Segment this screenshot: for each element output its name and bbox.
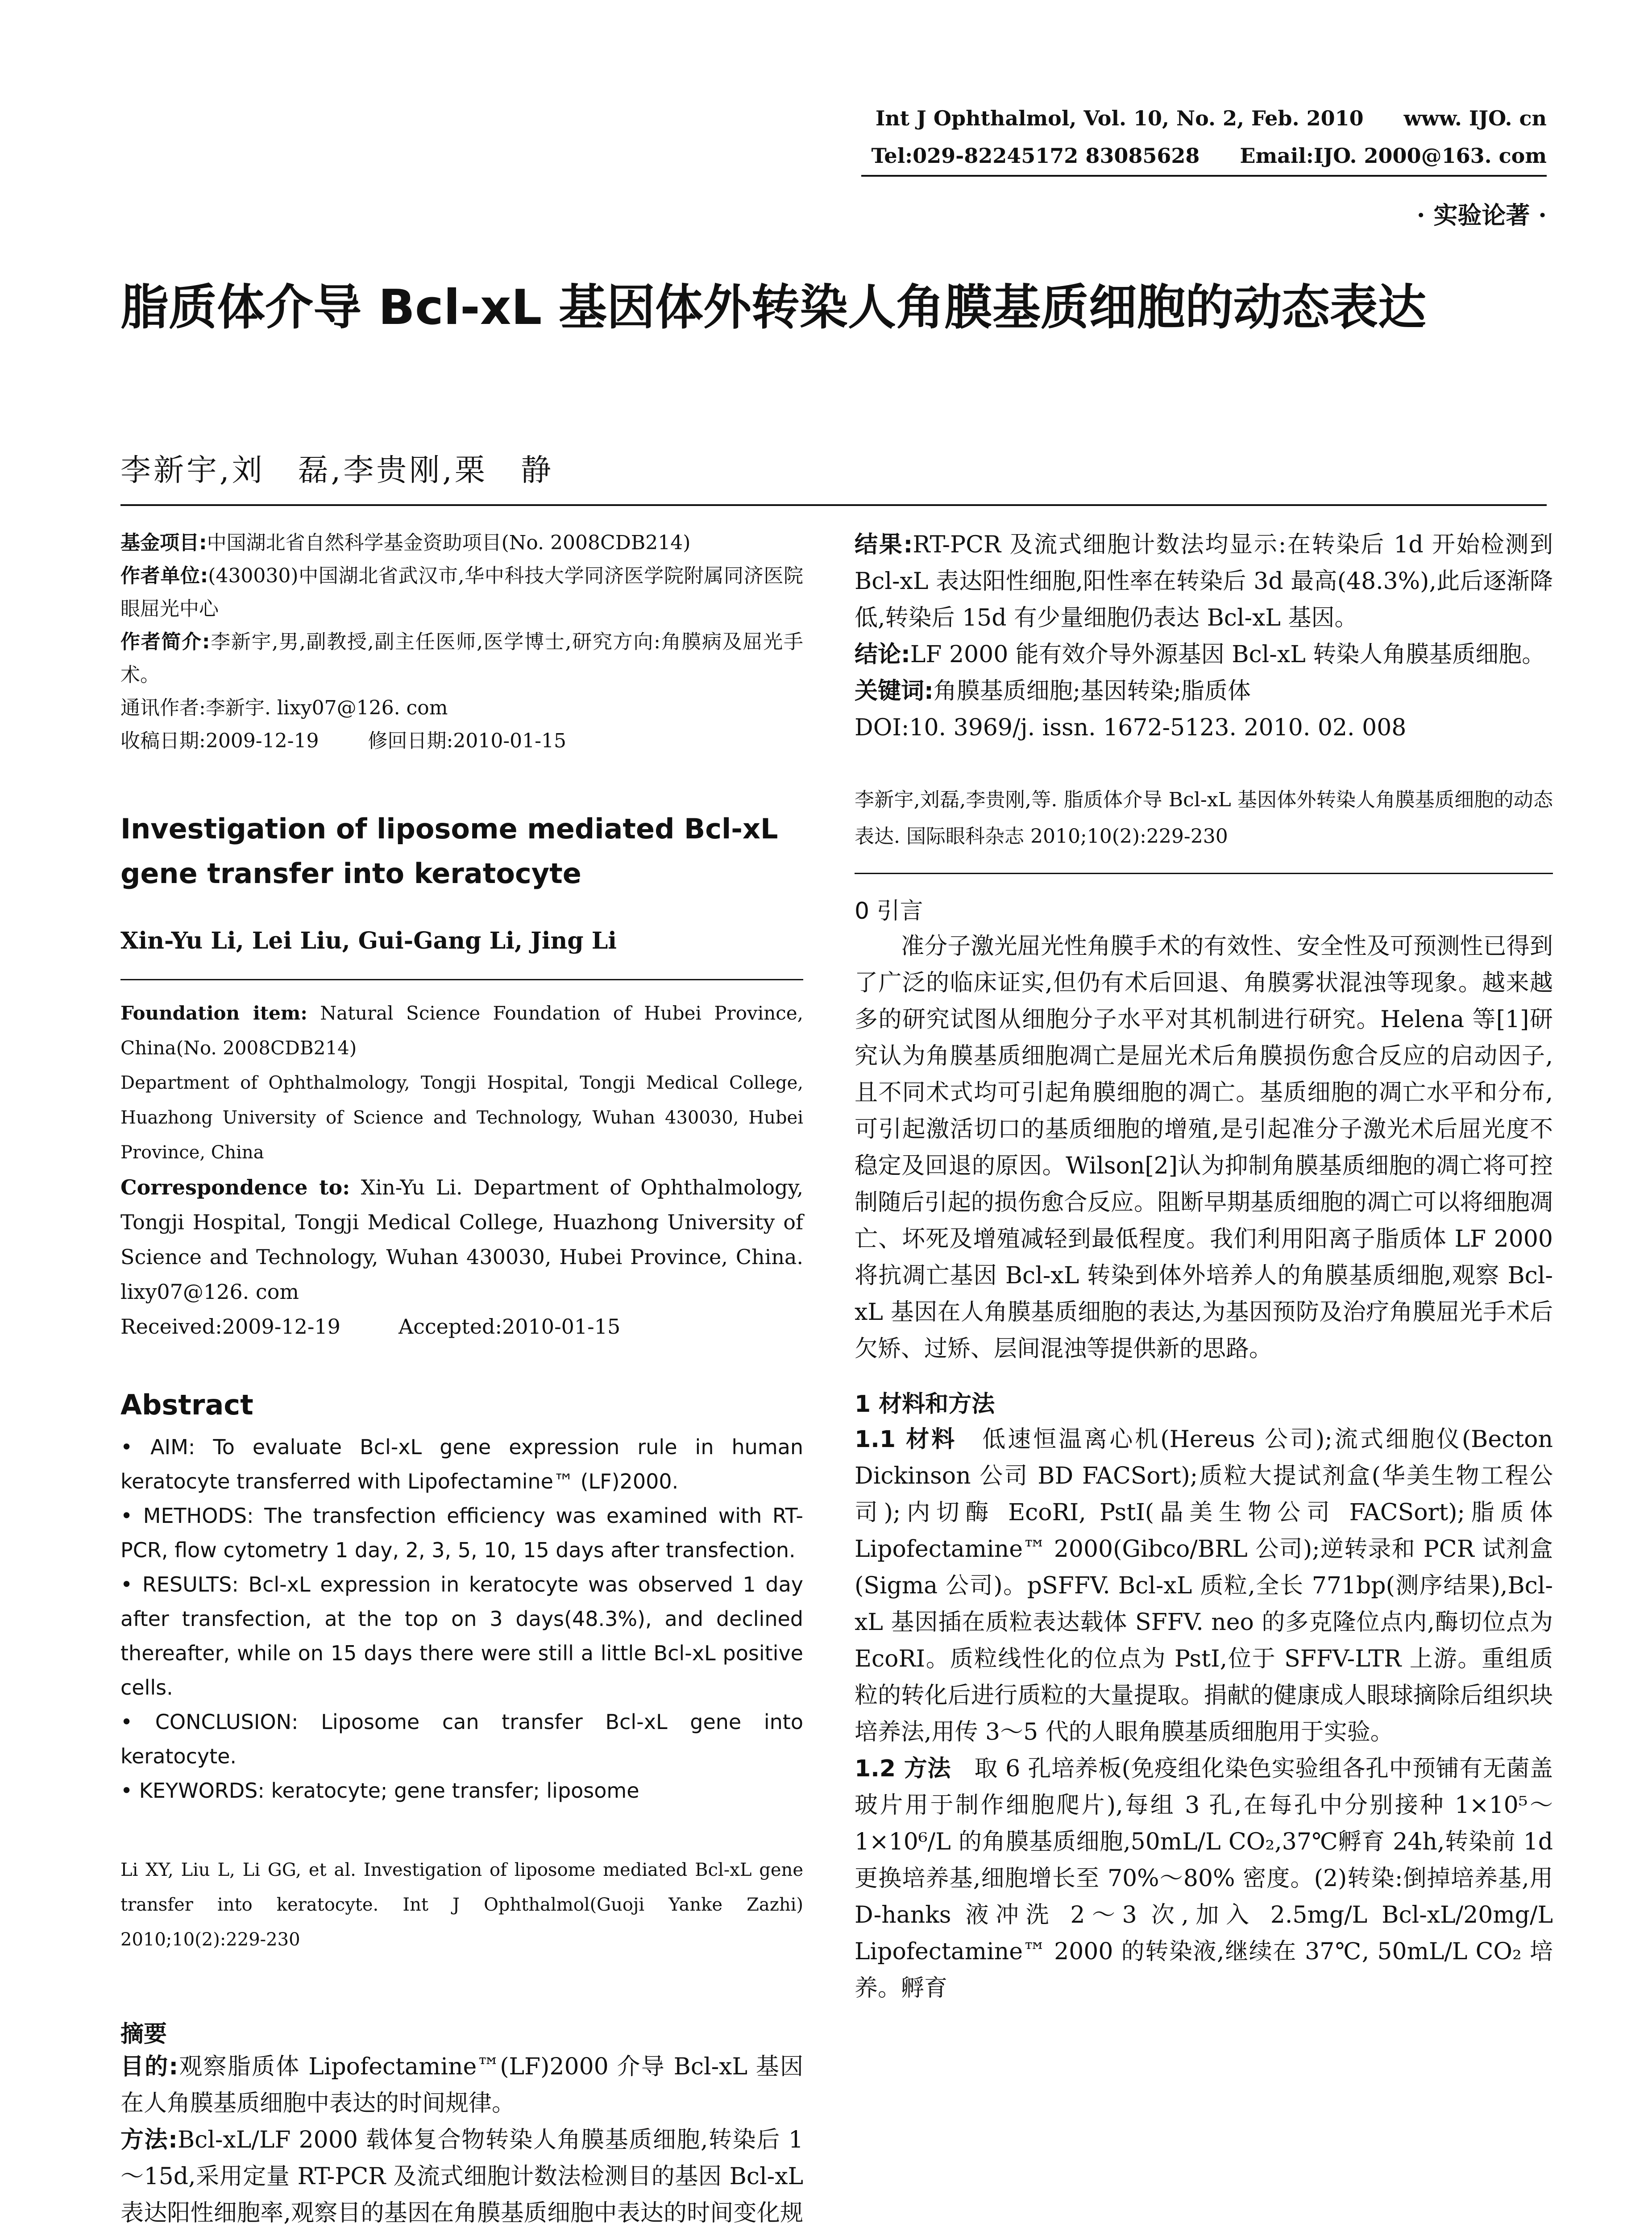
english-authors: Xin-Yu Li, Lei Liu, Gui-Gang Li, Jing Li (120, 927, 617, 954)
fund-text: 中国湖北省自然科学基金资助项目(No. 2008CDB214) (207, 531, 691, 554)
cn-conclusion-label: 结论: (855, 641, 910, 668)
cn-method-label: 方法: (120, 2127, 178, 2153)
foundation-line (120, 996, 803, 1066)
doi-line[interactable]: DOI:10. 3969/j. issn. 1672-5123. 2010. 02. 008 (855, 714, 1407, 741)
abstract-conclusion: • CONCLUSION: Liposome can transfer Bcl-xL gene into keratocyte. (120, 1710, 803, 1768)
methods-text: 取 6 孔培养板(免疫组化染色实验组各孔中预铺有无菌盖玻片用于制作细胞爬片),每组 3 孔,在每孔中分别接种 1×10⁵～1×10⁶/L 的角膜基质细胞,50mL/L CO₂,37℃孵育 24h,转染前 1d 更换培养基,细胞增长至 70%～80% 密度。(2)转染:倒掉培养基,用 D-hanks 液冲洗 2～3 次,加入 2.5mg/L Bcl-xL/20mg/L Lipofectamine™ 2000 的转染液,继续在 37℃, 50mL/L CO₂ 培养。孵育 (855, 1755, 1553, 2002)
journal-header-line1 (876, 106, 1547, 130)
left-column (120, 527, 803, 2231)
bio-text: 李新宇,男,副教授,副主任医师,医学博士,研究方向:角膜病及屈光手术。 (120, 630, 803, 686)
fund-line (120, 527, 803, 560)
abstract-keywords: • KEYWORDS: keratocyte; gene transfer; liposome (120, 1779, 639, 1803)
journal-issue: Int J Ophthalmol, Vol. 10, No. 2, Feb. 2010 (875, 106, 1364, 130)
en-dates-line (120, 1309, 803, 1344)
en-received: Received:2009-12-19 (120, 1315, 340, 1339)
citation-divider (855, 873, 1553, 874)
english-title: Investigation of liposome mediated Bcl-xL gene transfer into keratocyte (120, 813, 778, 890)
foundation-text: Natural Science Foundation of Hubei Province, China(No. 2008CDB214) (120, 1002, 803, 1059)
en-accepted: Accepted:2010-01-15 (398, 1315, 621, 1339)
cn-keywords (855, 673, 1553, 709)
correspondence-text: Xin-Yu Li. Department of Ophthalmology, Tongji Hospital, Tongji Medical College, Huazhong University of Science and Technology, Wuhan 430030, Hubei Province, China. lixy07@126. com (120, 1175, 803, 1304)
intro-text: 准分子激光屈光性角膜手术的有效性、安全性及可预测性已得到了广泛的临床证实,但仍有术后回退、角膜雾状混浊等现象。越来越多的研究试图从细胞分子水平对其机制进行研究。Helena 等[1]研究认为角膜基质细胞凋亡是屈光术后角膜损伤愈合反应的启动因子,且不同术式均可引起角膜细胞的凋亡。基质细胞的凋亡水平和分布,可引起激活切口的基质细胞的增殖,是引起准分子激光术后屈光度不稳定及回退的原因。Wilson[2]认为抑制角膜基质细胞的凋亡将可控制随后引起的损伤愈合反应。阻断早期基质细胞的凋亡可以将细胞凋亡、坏死及增殖减轻到最低程度。我们利用阳离子脂质体 LF 2000 将抗凋亡基因 Bcl-xL 转染到体外培养人的角膜基质细胞,观察 Bcl-xL 基因在人角膜基质细胞的表达,为基因预防及治疗角膜屈光手术后欠矫、过矫、层间混浊等提供新的思路。 (855, 933, 1553, 1362)
abstract-aim: • AIM: To evaluate Bcl-xL gene expression rule in human keratocyte transferred with Lipofectamine™ (LF)2000. (120, 1435, 803, 1493)
correspondence-line (120, 1170, 803, 1309)
citation-chinese: 李新宇,刘磊,李贵刚,等. 脂质体介导 Bcl-xL 基因体外转染人角膜基质细胞的动态表达. 国际眼科杂志 2010;10(2):229-230 (855, 788, 1553, 848)
department-line: Department of Ophthalmology, Tongji Hospital, Tongji Medical College, Huazhong University of Science and Technology, Wuhan 430030, Hubei Province, China (120, 1073, 803, 1163)
dates-line (120, 725, 803, 758)
cn-method (120, 2122, 803, 2231)
corr-line: 通讯作者:李新宇. lixy07@126. com (120, 697, 448, 719)
meta-cn (120, 527, 803, 758)
unit-line (120, 560, 803, 626)
correspondence-label: Correspondence to: (120, 1175, 350, 1199)
materials-label: 1.1 材料 (855, 1426, 957, 1453)
fund-label: 基金项目: (120, 531, 207, 554)
citation-english: Li XY, Liu L, Li GG, et al. Investigation of liposome mediated Bcl-xL gene transfer into keratocyte. Int J Ophthalmol(Guoji Yanke Zazhi) 2010;10(2):229-230 (120, 1860, 803, 1950)
materials-text: 低速恒温离心机(Hereus 公司);流式细胞仪(Becton Dickinson 公司 BD FACSort);质粒大提试剂盒(华美生物工程公司);内切酶 EcoRI, PstI(晶美生物公司 FACSort);脂质体 Lipofectamine™ 2000(Gibco/BRL 公司);逆转录和 PCR 试剂盒(Sigma 公司)。pSFFV. Bcl-xL 质粒,全长 771bp(测序结果),Bcl-xL 基因插在质粒表达载体 SFFV. neo 的多克隆位点内,酶切位点为 EcoRI。质粒线性化的位点为 PstI,位于 SFFV-LTR 上游。重组质粒的转化后进行质粒的大量提取。捐献的健康成人眼球摘除后组织块培养法,用传 3～5 代的人眼角膜基质细胞用于实验。 (855, 1426, 1553, 1746)
section-label: · 实验论著 · (1416, 201, 1547, 229)
authors-cn: 李新宇,刘 磊,李贵刚,栗 静 (120, 453, 554, 488)
bio-label: 作者简介: (120, 630, 210, 653)
unit-label: 作者单位: (120, 564, 208, 587)
intro-heading: 0 引言 (855, 898, 923, 925)
cn-aim-text: 观察脂质体 Lipofectamine™(LF)2000 介导 Bcl-xL 基因在人角膜基质细胞中表达的时间规律。 (120, 2053, 803, 2117)
abstract-results: • RESULTS: Bcl-xL expression in keratocyte was observed 1 day after transfection, at the top on 3 days(48.3%), and declined thereafter, while on 15 days there were still a little Bcl-xL positive cells. (120, 1572, 803, 1700)
materials-para (855, 1421, 1553, 1750)
header-rule (861, 175, 1547, 177)
english-meta (120, 996, 803, 1344)
abstract-methods: • METHODS: The transfection efficiency was examined with RT-PCR, flow cytometry 1 day, 2, 3, 5, 10, 15 days after transfection. (120, 1504, 803, 1562)
article-title: 脂质体介导 Bcl-xL 基因体外转染人角膜基质细胞的动态表达 (120, 280, 1426, 336)
cn-keywords-label: 关键词: (855, 678, 934, 705)
cn-method-text: Bcl-xL/LF 2000 载体复合物转染人角膜基质细胞,转染后 1～15d,采用定量 RT-PCR 及流式细胞计数法检测目的基因 Bcl-xL 表达阳性细胞率,观察目的基因在角膜基质细胞中表达的时间变化规 (120, 2127, 803, 2227)
revised-date: 修回日期:2010-01-15 (368, 730, 567, 752)
cn-aim-label: 目的: (120, 2053, 178, 2080)
cn-conclusion (855, 636, 1553, 673)
cn-result (855, 527, 1553, 636)
bio-line (120, 626, 803, 692)
right-column (855, 527, 1553, 2007)
unit-text: (430030)中国湖北省武汉市,华中科技大学同济医学院附属同济医院眼屈光中心 (120, 564, 803, 620)
journal-email[interactable]: Email:IJO. 2000@163. com (1240, 144, 1547, 168)
cn-result-text: RT-PCR 及流式细胞计数法均显示:在转染后 1d 开始检测到 Bcl-xL 表达阳性细胞,阳性率在转染后 3d 最高(48.3%),此后逐渐降低,转染后 15d 有少量细胞仍表达 Bcl-xL 基因。 (855, 531, 1553, 631)
cn-aim (120, 2049, 803, 2122)
cn-keywords-text: 角膜基质细胞;基因转染;脂质体 (933, 678, 1251, 705)
cn-result-label: 结果: (855, 531, 913, 558)
english-divider (120, 979, 803, 980)
journal-header-line2 (871, 144, 1547, 168)
methods-para (855, 1750, 1553, 2007)
title-rule (120, 504, 1547, 506)
foundation-label: Foundation item: (120, 1002, 307, 1024)
methods-label: 1.2 方法 (855, 1755, 951, 1782)
received-date: 收稿日期:2009-12-19 (120, 730, 319, 752)
methods-heading: 1 材料和方法 (855, 1391, 995, 1418)
cn-abstract-heading: 摘要 (120, 2021, 167, 2048)
journal-tel: Tel:029-82245172 83085628 (871, 144, 1200, 168)
journal-site[interactable]: www. IJO. cn (1403, 106, 1547, 130)
abstract-heading: Abstract (120, 1389, 253, 1421)
cn-conclusion-text: LF 2000 能有效介导外源基因 Bcl-xL 转染人角膜基质细胞。 (910, 641, 1545, 668)
